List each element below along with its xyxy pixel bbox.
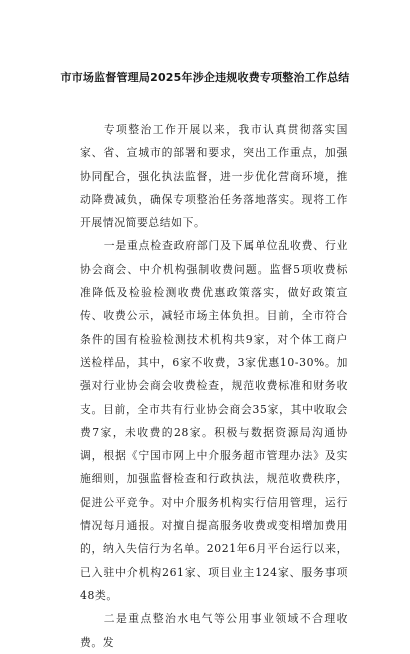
document-title: 市市场监督管理局2025年涉企违规收费专项整治工作总结 bbox=[60, 71, 350, 84]
paragraph-section-two: 二是重点整治水电气等公用事业领域不合理收费。发 bbox=[80, 612, 348, 649]
paragraph-intro: 专项整治工作开展以来，我市认真贯彻落实国家、省、宣城市的部署和要求，突出工作重点，加强协同配合，强化执法监督，进一步优化营商环境，推动降费减负，确保专项整治任务落地落实。现将工作开展情况简要总结如下。 bbox=[80, 123, 348, 230]
paragraph-section-one: 一是重点检查政府部门及下属单位乱收费、行业协会商会、中介机构强制收费问题。监督5项收费标准降低及检验检测收费优惠政策落实，做好政策宣传、收费公示，减轻市场主体负担。目前，全市符合条件的国有检验检测技术机构共9家，对个体工商户送检样品，其中，6家不收费，3家优惠10-30%。加强对行业协会商会收费检查，规范收费标准和财务收支。目前，全市共有行业协会商会35家，其中收取会费7家，未收费的28家。积极与数据资源局沟通协调，根据《宁国市网上中介服务超市管理办法》及实施细则，加强监督检查和行政执法，规范收费秩序，促进公平竞争。对中介服务机构实行信用管理，运行情况每月通报。对擅自提高服务收费或变相增加费用的，纳入失信行为名单。2021年6月平台运行以来，已入驻中介机构261家、项目业主124家、服务事项48类。 bbox=[80, 239, 348, 602]
document-body bbox=[80, 118, 348, 654]
